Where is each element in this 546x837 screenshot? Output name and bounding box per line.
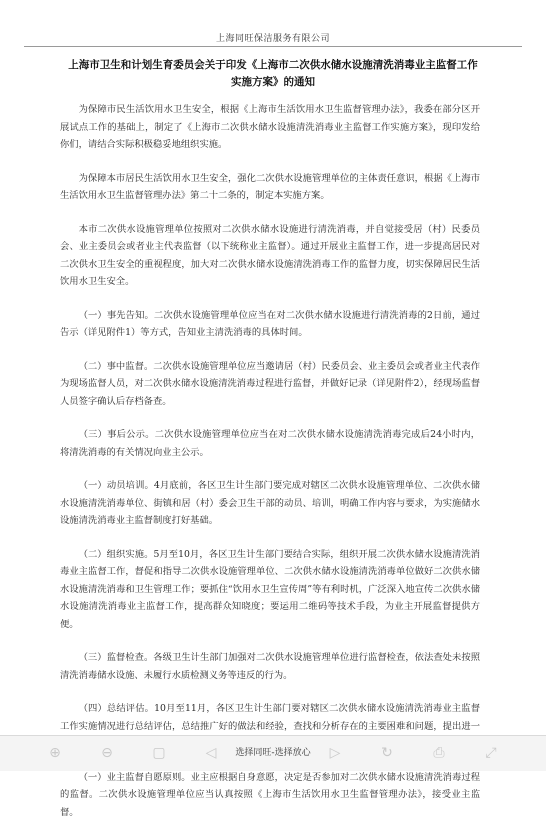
paragraph: （三）事后公示。二次供水设施管理单位应当在对二次供水储水设施清洗消毒完成后24小时内，将清洗消毒的有关情况向业主公示。	[60, 429, 480, 458]
company-header: 上海同旺保洁服务有限公司	[215, 34, 330, 44]
fit-page-icon[interactable]: ▢	[152, 745, 166, 761]
paragraph: （三）监督检查。各级卫生计生部门加强对二次供水设施管理单位进行监督检查，依法查处未按照清洗消毒储水设施、未履行水质检测义务等违反的行为。	[60, 652, 480, 681]
page-down-icon[interactable]: ▷	[329, 745, 341, 761]
rotate-icon[interactable]: ↻	[381, 745, 393, 761]
paragraph: （二）组织实施。5月至10月，各区卫生计生部门要结合实际，组织开展二次供水储水设施清洗消毒业主监督工作，督促和指导二次供水设施管理单位、二次供水储水设施清洗消毒单位做好二次供水储水设施清洗消毒和卫生管理工作；要抓住“饮用水卫生宣传周”等有利时机，广泛深入地宣传二次供水储水设施清洗消毒业主监督工作，提高群众知晓度；要运用二维码等技术手段，为业主开展监督提供方便。	[60, 548, 480, 630]
paragraph: （一）动员培训。4月底前，各区卫生计生部门要完成对辖区二次供水设施管理单位、二次供水储水设施清洗消毒单位、街镇和居（村）委会卫生干部的动员、培训，明确工作内容与要求，为实施储水设施清洗消毒业主监督制度打好基础。	[60, 480, 480, 526]
paragraph: （一）事先告知。二次供水设施管理单位应当在对二次供水储水设施进行清洗消毒的2日前，通过告示（详见附件1）等方式，告知业主清洗消毒的具体时间。	[60, 309, 480, 338]
paragraph: （二）事中监督。二次供水设施管理单位应当邀请居（村）民委员会、业主委员会或者业主代表作为现场监督人员，对二次供水储水设施清洗消毒过程进行监督，并做好记录（详见附件2），经现场监督人员签字确认后存档备查。	[60, 360, 480, 407]
paragraph: （四）总结评估。10月至11月，各区卫生计生部门要对辖区二次供水储水设施清洗消毒业主监督工作实施情况进行总结评估，总结推广好的做法和经验，查找和分析存在的主要困难和问题，提出进一	[60, 703, 480, 732]
paragraph: 本市二次供水设施管理单位按照对二次供水储水设施进行清洗消毒，并自觉接受居（村）民委员会、业主委员会或者业主代表监督（以下统称业主监督）。通过开展业主监督工作，进一步提高居民对二次供水卫生安全的重视程度，加大对二次供水储水设施清洗消毒工作的监督力度，切实保障居民生活饮用水卫生安全。	[60, 223, 480, 287]
footer-slogan: 选择同旺-选择放心	[235, 748, 311, 758]
print-icon[interactable]: ⎙	[433, 745, 445, 761]
header-divider	[24, 46, 522, 47]
document-title: 上海市卫生和计划生育委员会关于印发《上海市二次供水储水设施清洗消毒业主监督工作实施方案》的通知	[68, 59, 478, 88]
fullscreen-icon[interactable]: ⤢	[485, 745, 497, 761]
viewer-bottom-bar	[0, 735, 546, 771]
paragraph: 为保障市民生活饮用水卫生安全，根据《上海市生活饮用水卫生监督管理办法》，我委在部分区开展试点工作的基础上，制定了《上海市二次供水储水设施清洗消毒业主监督工作实施方案》，现印发给你们，请结合实际积极稳妥地组织实施。	[60, 104, 480, 150]
zoom-out-icon[interactable]: ⊖	[101, 745, 113, 761]
page-up-icon[interactable]: ◁	[205, 745, 217, 761]
paragraph: （一）业主监督自愿原则。业主应根据自身意愿，决定是否参加对二次供水储水设施清洗消毒过程的监督。二次供水设施管理单位应当认真按照《上海市生活饮用水卫生监督管理办法》，接受业主监督。	[60, 771, 480, 818]
document-body	[60, 101, 480, 837]
paragraph: 为保障本市居民生活饮用水卫生安全，强化二次供水设施管理单位的主体责任意识，根据《上海市生活饮用水卫生监督管理办法》第二十二条的，制定本实施方案。	[60, 172, 480, 201]
zoom-in-icon[interactable]: ⊕	[49, 745, 61, 761]
